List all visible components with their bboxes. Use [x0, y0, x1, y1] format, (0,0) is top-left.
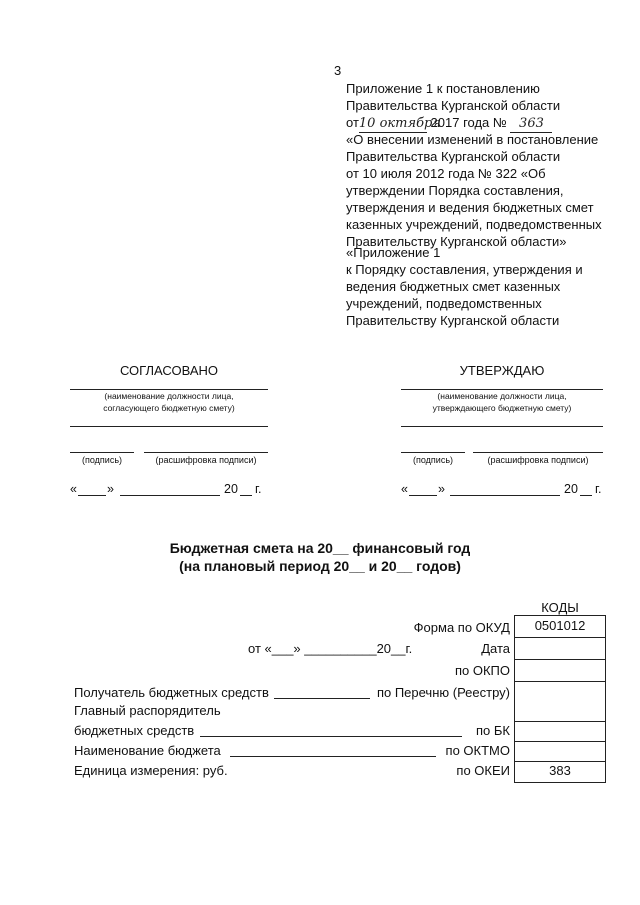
agreed-title: СОГЛАСОВАНО: [119, 363, 219, 378]
date-from: от «___» __________20__г.: [248, 641, 413, 656]
recipient-line: [274, 698, 370, 699]
handwritten-date: 10 октября: [358, 116, 441, 131]
agreed-month-line: [120, 495, 220, 496]
okud-label: Форма по ОКУД: [413, 620, 510, 635]
approve-date-open: «: [401, 482, 408, 496]
agreed-sign-line: [70, 452, 134, 453]
page-number: 3: [334, 63, 342, 78]
date-label: Дата: [481, 641, 510, 656]
appendix2-line: Правительству Курганской области: [346, 313, 560, 328]
agreed-date-close: »: [107, 482, 114, 496]
approve-g: г.: [595, 482, 602, 496]
agreed-g: г.: [255, 482, 262, 496]
appendix2-line: учреждений, подведомственных: [346, 296, 542, 311]
bk-label: по БК: [476, 723, 510, 738]
code-registry: [515, 682, 605, 722]
appendix-line: Правительства Курганской области: [346, 98, 561, 113]
appendix-line: казенных учреждений, подведомственных: [346, 217, 602, 232]
approve-sign-line: [401, 452, 465, 453]
appendix-line: утверждении Порядка составления,: [346, 183, 564, 198]
agreed-hint: (наименование должности лица,: [104, 391, 234, 401]
code-oktmo: [515, 742, 605, 762]
approve-sign-caption: (подпись): [412, 455, 454, 465]
budget-name-line: [230, 756, 436, 757]
agreed-sign-caption: (подпись): [81, 455, 123, 465]
appendix-line: Правительства Курганской области: [346, 149, 561, 164]
chief-label: Главный распорядитель: [74, 703, 221, 718]
approve-decode-caption: (расшифровка подписи): [487, 455, 589, 465]
agreed-year-line: [240, 495, 252, 496]
agreed-hint: согласующего бюджетную смету): [103, 403, 235, 413]
appendix2-line: к Порядку составления, утверждения и: [346, 262, 583, 277]
approve-title: УТВЕРЖДАЮ: [459, 363, 545, 378]
codes-table: [514, 615, 606, 783]
agreed-position-line: [70, 389, 268, 390]
appendix-line: утверждения и ведения бюджетных смет: [346, 200, 594, 215]
oktmo-label: по ОКТМО: [445, 743, 510, 758]
appendix-line: Приложение 1 к постановлению: [346, 81, 540, 96]
code-okei: 383: [549, 763, 571, 778]
handwritten-number: 363: [510, 115, 552, 133]
codes-header: КОДЫ: [541, 600, 579, 615]
okei-label: по ОКЕИ: [456, 763, 510, 778]
appendix-line: Правительству Курганской области»: [346, 234, 567, 249]
agreed-date-open: «: [70, 482, 77, 496]
approve-month-line: [450, 495, 560, 496]
approve-year: 20: [564, 482, 578, 496]
approve-year-line: [580, 495, 592, 496]
agreed-day-line: [78, 495, 106, 496]
appendix-line: от 10 июля 2012 года № 322 «Об: [346, 166, 546, 181]
agreed-extra-line: [70, 426, 268, 427]
approve-position-line: [401, 389, 603, 390]
approve-day-line: [409, 495, 437, 496]
code-date: [515, 638, 605, 660]
document-subtitle: (на плановый период 20__ и 20__ годов): [179, 558, 461, 574]
okpo-label: по ОКПО: [454, 663, 510, 678]
appendix2-line: ведения бюджетных смет казенных: [346, 279, 561, 294]
appendix-line: «О внесении изменений в постановление: [346, 132, 599, 147]
code-bk: [515, 722, 605, 742]
approve-hint: (наименование должности лица,: [437, 391, 567, 401]
approve-date-close: »: [438, 482, 445, 496]
registry-label: по Перечню (Реестру): [376, 685, 510, 700]
budget-funds-line: [200, 736, 462, 737]
unit-label: Единица измерения: руб.: [74, 763, 228, 778]
code-okud: 0501012: [515, 616, 605, 638]
code-okpo: [515, 660, 605, 682]
appendix2-line: «Приложение 1: [346, 245, 441, 260]
budget-name-label: Наименование бюджета: [74, 743, 221, 758]
document-title: Бюджетная смета на 20__ финансовый год: [169, 540, 471, 556]
agreed-year: 20: [224, 482, 238, 496]
budget-funds-label: бюджетных средств: [74, 723, 195, 738]
approve-extra-line: [401, 426, 603, 427]
recipient-label: Получатель бюджетных средств: [74, 685, 269, 700]
agreed-decode-caption: (расшифровка подписи): [155, 455, 257, 465]
from-prefix: от: [346, 115, 359, 130]
agreed-decode-line: [144, 452, 268, 453]
approve-hint: утверждающего бюджетную смету): [432, 403, 572, 413]
approve-decode-line: [473, 452, 603, 453]
year-text: 2017 года №: [430, 115, 507, 130]
